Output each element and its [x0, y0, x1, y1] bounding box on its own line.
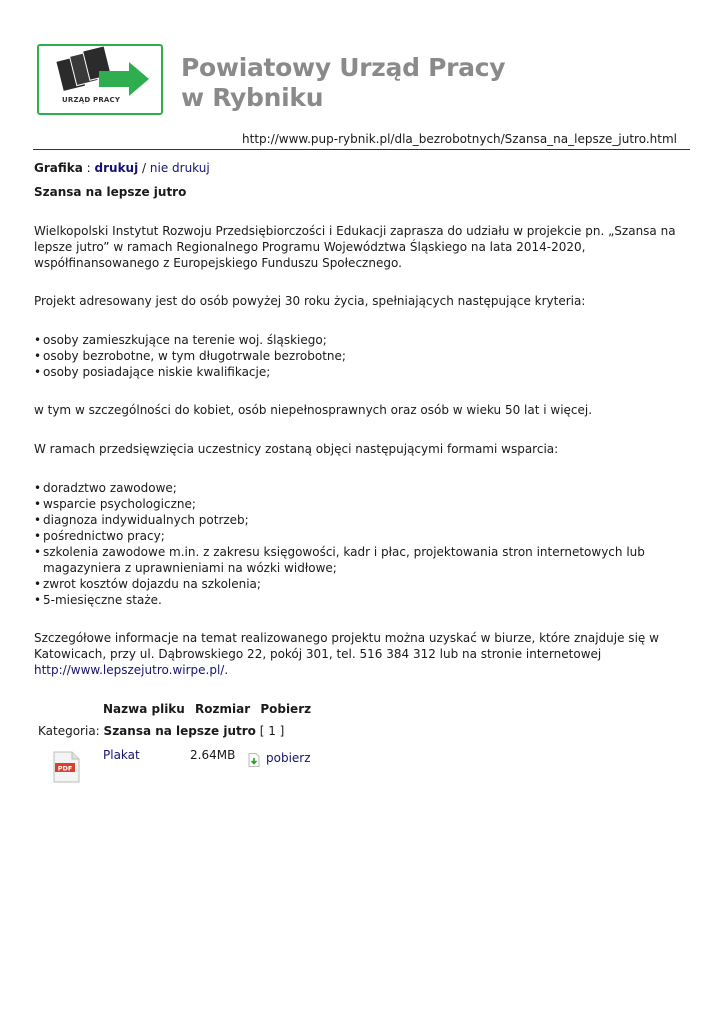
logo [37, 44, 163, 115]
list-item: • zwrot kosztów dojazdu na szkolenia; [34, 576, 694, 592]
list-item: • osoby posiadające niskie kwalifikacje; [34, 364, 694, 380]
col-name-header: Nazwa pliku [103, 702, 185, 716]
page-url: http://www.pup-rybnik.pl/dla_bezrobotnych/Szansa_na_lepsze_jutro.html [242, 132, 677, 146]
support-list [34, 480, 694, 608]
contact-end: . [224, 663, 229, 677]
org-name [181, 53, 505, 113]
criteria-list [34, 332, 694, 380]
col-download-header: Pobierz [260, 702, 312, 716]
col-size-header: Rozmiar [195, 702, 251, 716]
category-name: Szansa na lepsze jutro [103, 724, 256, 738]
org-name-line1: Powiatowy Urząd Pracy [181, 53, 506, 82]
category-count: [ 1 ] [255, 724, 285, 738]
list-item: • wsparcie psychologiczne; [34, 496, 694, 512]
org-name-line2: w Rybniku [181, 83, 324, 112]
print-toggle [34, 160, 694, 176]
intro-paragraph: Wielkopolski Instytut Rozwoju Przedsiębiorczości i Edukacji zaprasza do udziału w projekcie pn. „Szansa na lepsze jutro” w ramach Regionalnego Programu Województwa Śląskiego na lata 2014-2020, współfinansowanego z Europejskiego Funduszu Społecznego. [34, 224, 676, 270]
file-category [38, 724, 284, 738]
table-row [38, 747, 438, 787]
header-divider [33, 149, 690, 150]
file-table-header [103, 702, 311, 716]
pdf-icon [52, 751, 80, 783]
contact-paragraph [34, 630, 694, 678]
print-toggle-label: Grafika [34, 161, 83, 175]
print-toggle-separator: : [82, 161, 95, 175]
print-toggle-slash: / [138, 161, 150, 175]
list-item: • osoby bezrobotne, w tym długotrwale bezrobotne; [34, 348, 694, 364]
download-icon[interactable] [248, 753, 260, 767]
target-note: w tym w szczególności do kobiet, osób niepełnosprawnych oraz osób w wieku 50 lat i więcej. [34, 403, 593, 417]
target-paragraph: Projekt adresowany jest do osób powyżej 30 roku życia, spełniających następujące kryteria: [34, 294, 586, 308]
logo-text: URZĄD PRACY [62, 96, 121, 104]
print-off-link[interactable]: nie drukuj [149, 161, 210, 175]
file-name-link[interactable]: Plakat [103, 748, 140, 762]
print-on-link[interactable]: drukuj [94, 161, 139, 175]
support-paragraph: W ramach przedsięwzięcia uczestnicy zostaną objęci następującymi formami wsparcia: [34, 442, 559, 456]
list-item: • pośrednictwo pracy; [34, 528, 694, 544]
list-item: • osoby zamieszkujące na terenie woj. śląskiego; [34, 332, 694, 348]
list-item: • 5-miesięczne staże. [34, 592, 694, 608]
article [34, 160, 694, 678]
article-title: Szansa na lepsze jutro [34, 185, 187, 199]
download-link[interactable]: pobierz [266, 751, 311, 765]
file-size: 2.64MB [190, 748, 236, 762]
contact-website-link[interactable]: http://www.lepszejutro.wirpe.pl/ [34, 663, 225, 677]
list-item: • doradztwo zawodowe; [34, 480, 694, 496]
svg-text:PDF: PDF [57, 764, 73, 773]
category-label: Kategoria: [38, 724, 104, 738]
list-item: • diagnoza indywidualnych potrzeb; [34, 512, 694, 528]
list-item: • szkolenia zawodowe m.in. z zakresu księgowości, kadr i płac, projektowania stron internetowych lub magazyniera z uprawnieniami na wózki widłowe; [34, 544, 694, 576]
contact-text: Szczegółowe informacje na temat realizowanego projektu można uzyskać w biurze, które znajduje się w Katowicach, przy ul. Dąbrowskiego 22, pokój 301, tel. 516 384 312 lub na stronie internetowej [34, 631, 659, 661]
